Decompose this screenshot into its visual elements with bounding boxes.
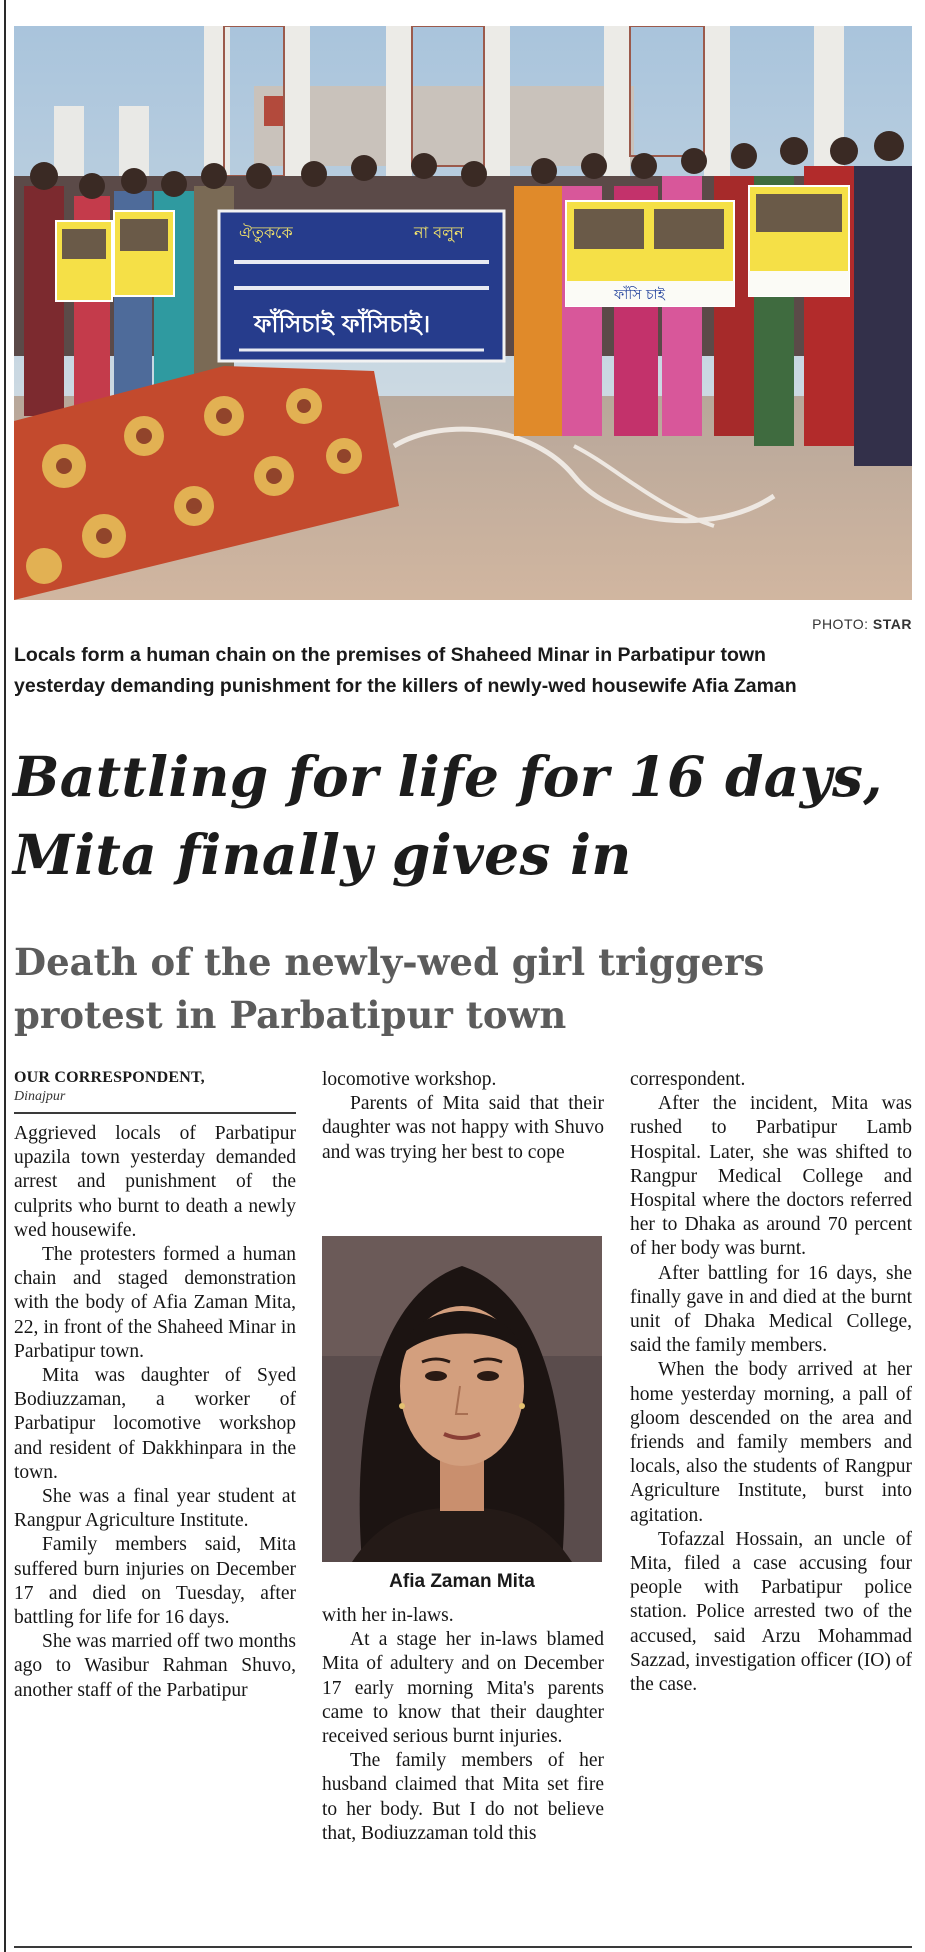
photo-credit	[812, 616, 912, 632]
byline-rule	[14, 1112, 296, 1114]
article-paragraph: Aggrieved locals of Parbatipur upazila town yesterday demanded arrest and punishment of the culprits who burnt to death a newly wed housewife.	[14, 1123, 296, 1241]
headline-line: Mita finally gives in	[13, 822, 632, 887]
banner-line-right: না বলুন	[414, 223, 464, 242]
portrait-photo	[322, 1236, 602, 1562]
article-paragraph: Mita was daughter of Syed Bodiuzzaman, a worker of Parbatipur locomotive workshop and resident of Dakkhinpara in the town.	[14, 1365, 296, 1483]
article-paragraph: At a stage her in-laws blamed Mita of adultery and on December 17 early morning Mita's parents came to know that their daughter received serious burnt injuries.	[322, 1629, 604, 1748]
article-paragraph: locomotive workshop.	[322, 1069, 497, 1090]
article-paragraph: with her in-laws.	[322, 1605, 454, 1626]
banner-line-left: ঐতুককে	[239, 223, 293, 242]
left-column-rule	[4, 0, 6, 1952]
portrait-caption: Afia Zaman Mita	[389, 1571, 535, 1592]
article-column-1	[14, 1068, 296, 1703]
photo-caption	[14, 640, 912, 702]
banner-slogan: ফাঁসিচাই ফাঁসিচাই।	[254, 310, 431, 338]
headline-line: Battling for life for 16 days,	[13, 744, 883, 809]
article-paragraph: Family members said, Mita suffered burn injuries on December 17 and died on Tuesday, after battling for life for 16 days.	[14, 1534, 296, 1629]
subheadline-line: protest in Parbatipur town	[14, 993, 567, 1037]
article-column-3	[630, 1068, 912, 1697]
article-paragraph: She was a final year student at Rangpur Agriculture Institute.	[14, 1486, 296, 1532]
article-column-2-top	[322, 1068, 604, 1165]
article-paragraph: After battling for 16 days, she finally gave in and died at the burnt unit of Dhaka Medical College, said the family members.	[630, 1262, 912, 1357]
article-paragraph: correspondent.	[630, 1069, 746, 1090]
article-paragraph: She was married off two months ago to Wasibur Rahman Shuvo, another staff of the Parbatipur	[14, 1631, 296, 1701]
photo-credit-source: STAR	[872, 616, 912, 632]
protest-photo	[14, 26, 912, 600]
article-paragraph: When the body arrived at her home yesterday morning, a pall of gloom descended on the area and friends and family members and locals, also the students of Rangpur Agriculture Institute, burst into agitation.	[630, 1359, 912, 1526]
headline	[13, 738, 913, 894]
placard-slogan: ফাঁসি চাই	[614, 287, 665, 303]
article-column-2-bottom	[322, 1604, 604, 1846]
article-paragraph: After the incident, Mita was rushed to Parbatipur Lamb Hospital. Later, she was shifted to Rangpur Medical College and Hospital where the doctors referred her to Dhaka as around 70 percent of her body was burnt.	[630, 1093, 912, 1260]
photo-caption-line: yesterday demanding punishment for the killers of newly-wed housewife Afia Zaman	[14, 675, 797, 697]
article-paragraph: The family members of her husband claimed that Mita set fire to her body. But I do not believe that, Bodiuzzaman told this	[322, 1750, 604, 1844]
byline-place: Dinajpur	[14, 1089, 66, 1104]
subheadline	[14, 936, 914, 1042]
subheadline-line: Death of the newly-wed girl triggers	[14, 940, 765, 984]
byline-author: OUR CORRESPONDENT,	[14, 1069, 205, 1086]
article-paragraph: Tofazzal Hossain, an uncle of Mita, filed a case accusing four people with Parbatipur police station. Police arrested two of the accused, said Arzu Mohammad Sazzad, investigation officer (IO) of the case.	[630, 1528, 912, 1696]
article-paragraph: Parents of Mita said that their daughter was not happy with Shuvo and was trying her best to cope	[322, 1093, 604, 1163]
photo-credit-label: PHOTO:	[812, 616, 869, 632]
photo-caption-line: Locals form a human chain on the premises of Shaheed Minar in Parbatipur town	[14, 644, 766, 666]
bottom-rule	[14, 1946, 912, 1948]
article-paragraph: The protesters formed a human chain and staged demonstration with the body of Afia Zaman Mita, 22, in front of the Shaheed Minar in Parbatipur town.	[14, 1244, 296, 1362]
